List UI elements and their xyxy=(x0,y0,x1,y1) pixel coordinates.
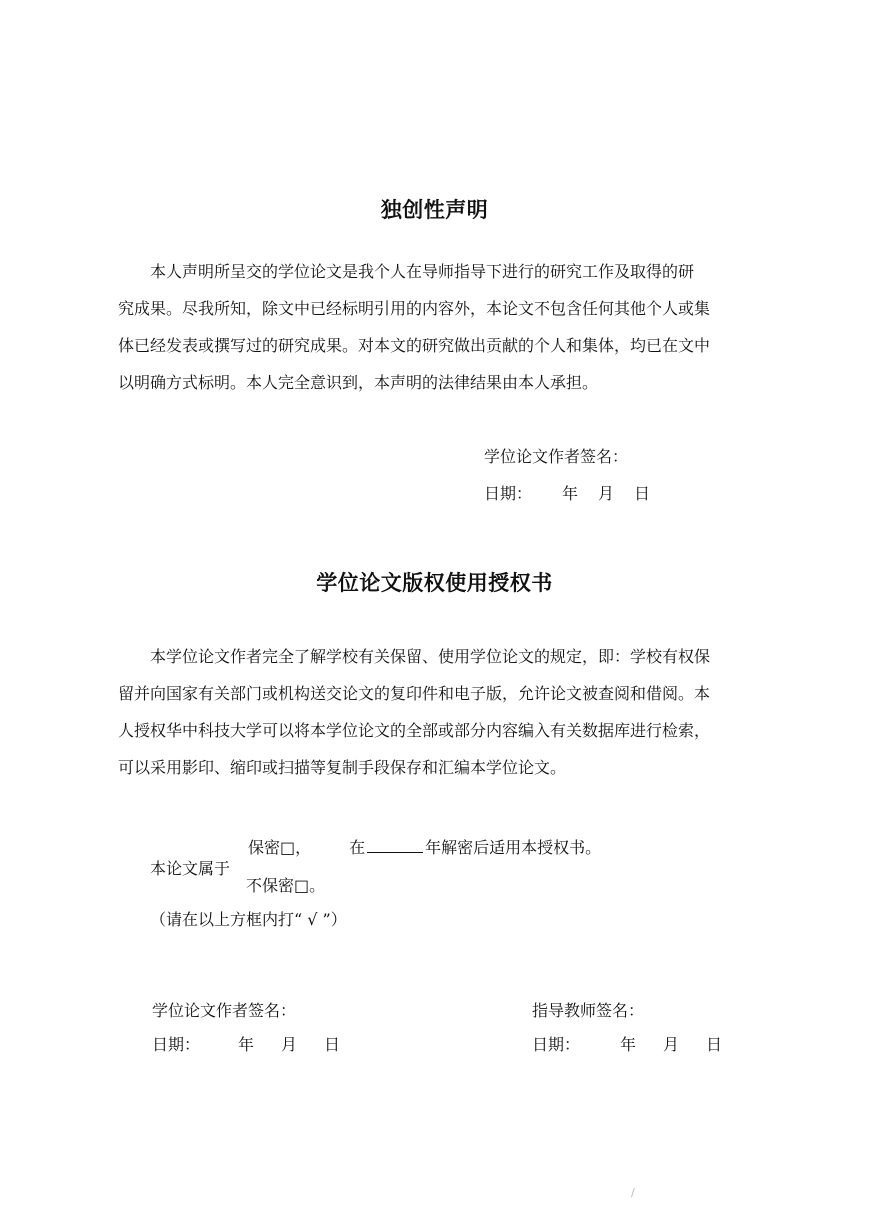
declaration-line: 体已经发表或撰写过的研究成果。对本文的研究做出贡献的个人和集体，均已在文中 xyxy=(118,336,711,355)
authorization-line: 留并向国家有关部门或机构送交论文的复印件和电子版，允许论文被查阅和借阅。本 xyxy=(118,684,711,703)
advisor-year: 年 xyxy=(620,1035,637,1054)
author-date-row xyxy=(152,1032,340,1055)
declaration-line: 以明确方式标明。本人完全意识到，本声明的法律结果由本人承担。 xyxy=(118,373,599,392)
advisor-date-row xyxy=(532,1032,722,1055)
option-secret-row xyxy=(248,835,601,858)
declaration-month: 月 xyxy=(598,484,615,503)
author-day: 日 xyxy=(324,1035,341,1054)
option-in: 在 xyxy=(349,838,366,857)
check-note: （请在以上方框内打“ √ ”） xyxy=(150,910,347,929)
advisor-sign-label: 指导教师签名： xyxy=(532,1001,645,1020)
declaration-paragraph xyxy=(118,253,758,401)
option-not-secret: 不保密□。 xyxy=(246,876,326,895)
author-sign-label: 学位论文作者签名： xyxy=(152,1001,297,1020)
option-secret: 保密□， xyxy=(248,838,312,857)
advisor-day: 日 xyxy=(706,1035,723,1054)
option-after: 年解密后适用本授权书。 xyxy=(425,838,602,857)
author-year: 年 xyxy=(238,1035,255,1054)
declaration-title: 独创性声明 xyxy=(380,198,489,222)
declaration-date-label: 日期： xyxy=(484,484,533,503)
authorization-paragraph xyxy=(118,638,758,786)
advisor-date-label: 日期： xyxy=(532,1035,581,1054)
declaration-line: 究成果。尽我所知，除文中已经标明引用的内容外，本论文不包含任何其他个人或集 xyxy=(118,299,711,318)
advisor-month: 月 xyxy=(663,1035,680,1054)
belongs-label: 本论文属于 xyxy=(150,859,231,878)
authorization-line: 可以采用影印、缩印或扫描等复制手段保存和汇编本学位论文。 xyxy=(118,758,567,777)
author-date-label: 日期： xyxy=(152,1035,201,1054)
page-footer-mark: / xyxy=(631,1186,635,1199)
authorization-line: 人授权华中科技大学可以将本学位论文的全部或部分内容编入有关数据库进行检索， xyxy=(118,721,711,740)
authorization-title: 学位论文版权使用授权书 xyxy=(316,571,553,595)
declaration-year: 年 xyxy=(562,484,579,503)
author-month: 月 xyxy=(281,1035,298,1054)
declaration-day: 日 xyxy=(634,484,651,503)
declaration-line: 本人声明所呈交的学位论文是我个人在导师指导下进行的研究工作及取得的研 xyxy=(150,262,695,281)
declaration-date-row xyxy=(484,481,650,504)
declaration-signature-label: 学位论文作者签名： xyxy=(484,447,629,466)
year-blank xyxy=(367,838,423,853)
authorization-line: 本学位论文作者完全了解学校有关保留、使用学位论文的规定，即：学校有权保 xyxy=(150,647,711,666)
